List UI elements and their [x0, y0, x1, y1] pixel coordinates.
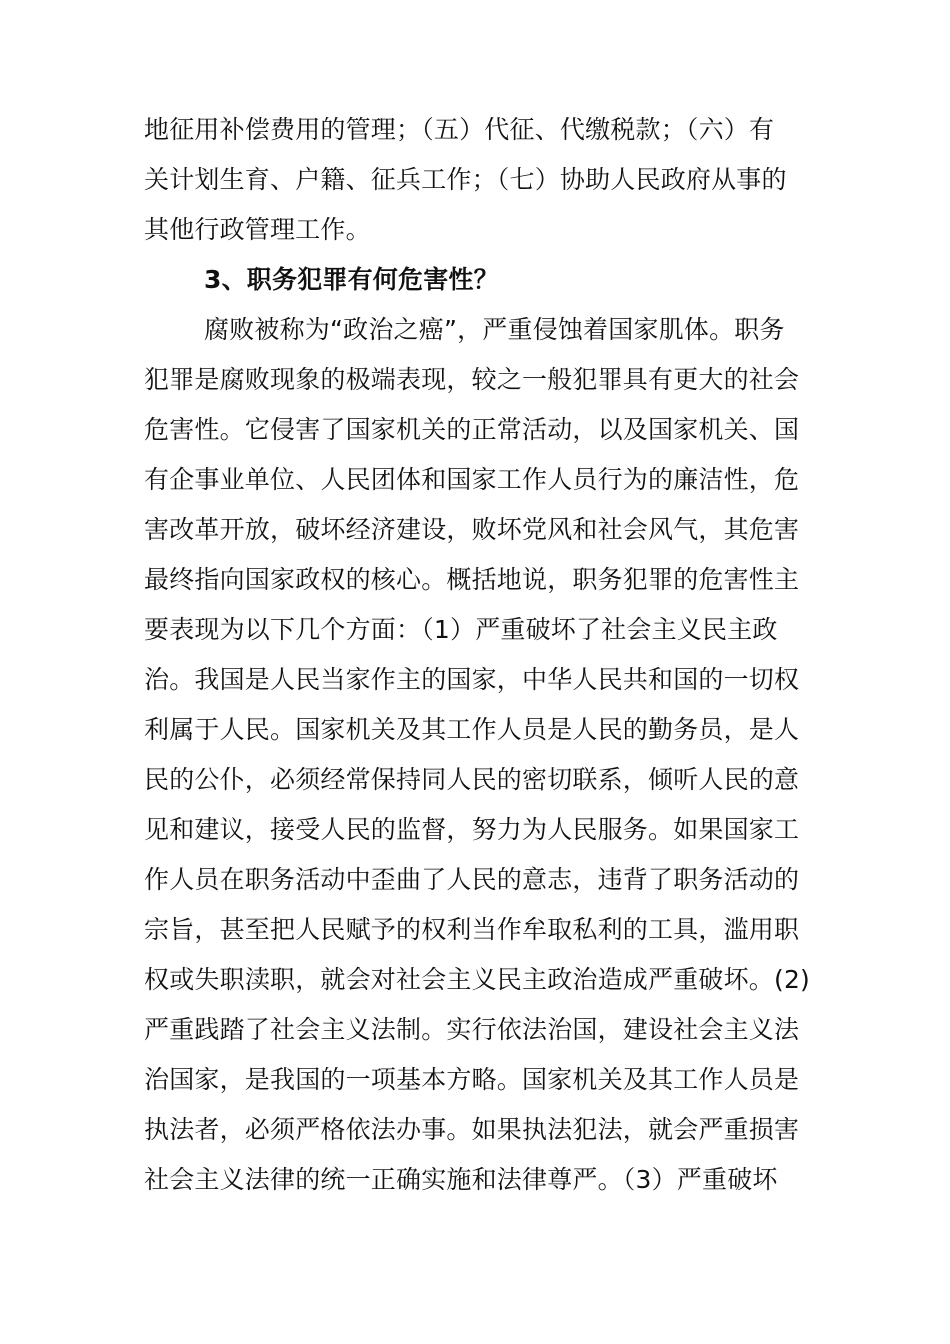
paragraph-line: 执法者，必须严格依法办事。如果执法犯法，就会严重损害 — [144, 1115, 800, 1144]
paragraph-line: 犯罪是腐败现象的极端表现，较之一般犯罪具有更大的社会 — [144, 365, 800, 394]
paragraph-line: 见和建议，接受人民的监督，努力为人民服务。如果国家工 — [144, 815, 800, 844]
text-line: 地征用补偿费用的管理；（五）代征、代缴税款；（六）有 — [144, 115, 775, 144]
paragraph-line: 有企事业单位、人民团体和国家工作人员行为的廉洁性，危 — [144, 465, 800, 494]
paragraph-line: 要表现为以下几个方面：（1）严重破坏了社会主义民主政 — [144, 615, 778, 644]
paragraph-line: 作人员在职务活动中歪曲了人民的意志，违背了职务活动的 — [144, 865, 800, 894]
paragraph-line: 权或失职渎职，就会对社会主义民主政治造成严重破坏。(2) — [144, 965, 811, 994]
paragraph-line: 利属于人民。国家机关及其工作人员是人民的勤务员，是人 — [144, 715, 800, 744]
paragraph-line: 危害性。它侵害了国家机关的正常活动，以及国家机关、国 — [144, 415, 800, 444]
paragraph-line: 严重践踏了社会主义法制。实行依法治国，建设社会主义法 — [144, 1015, 800, 1044]
paragraph-line: 宗旨，甚至把人民赋予的权利当作牟取私利的工具，滥用职 — [144, 915, 800, 944]
paragraph-line: 腐败被称为“政治之癌”，严重侵蚀着国家肌体。职务 — [204, 315, 785, 344]
paragraph-line: 治国家，是我国的一项基本方略。国家机关及其工作人员是 — [144, 1065, 800, 1094]
paragraph-line: 治。我国是人民当家作主的国家，中华人民共和国的一切权 — [144, 665, 800, 694]
paragraph-line: 害改革开放，破坏经济建设，败坏党风和社会风气，其危害 — [144, 515, 800, 544]
paragraph-line: 社会主义法律的统一正确实施和法律尊严。（3）严重破坏 — [144, 1165, 778, 1194]
paragraph-line: 民的公仆，必须经常保持同人民的密切联系，倾听人民的意 — [144, 765, 800, 794]
text-line: 其他行政管理工作。 — [144, 215, 371, 244]
section-heading: 3、职务犯罪有何危害性？ — [204, 265, 499, 294]
text-line: 关计划生育、户籍、征兵工作；（七）协助人民政府从事的 — [144, 165, 787, 194]
paragraph-line: 最终指向国家政权的核心。概括地说，职务犯罪的危害性主 — [144, 565, 800, 594]
